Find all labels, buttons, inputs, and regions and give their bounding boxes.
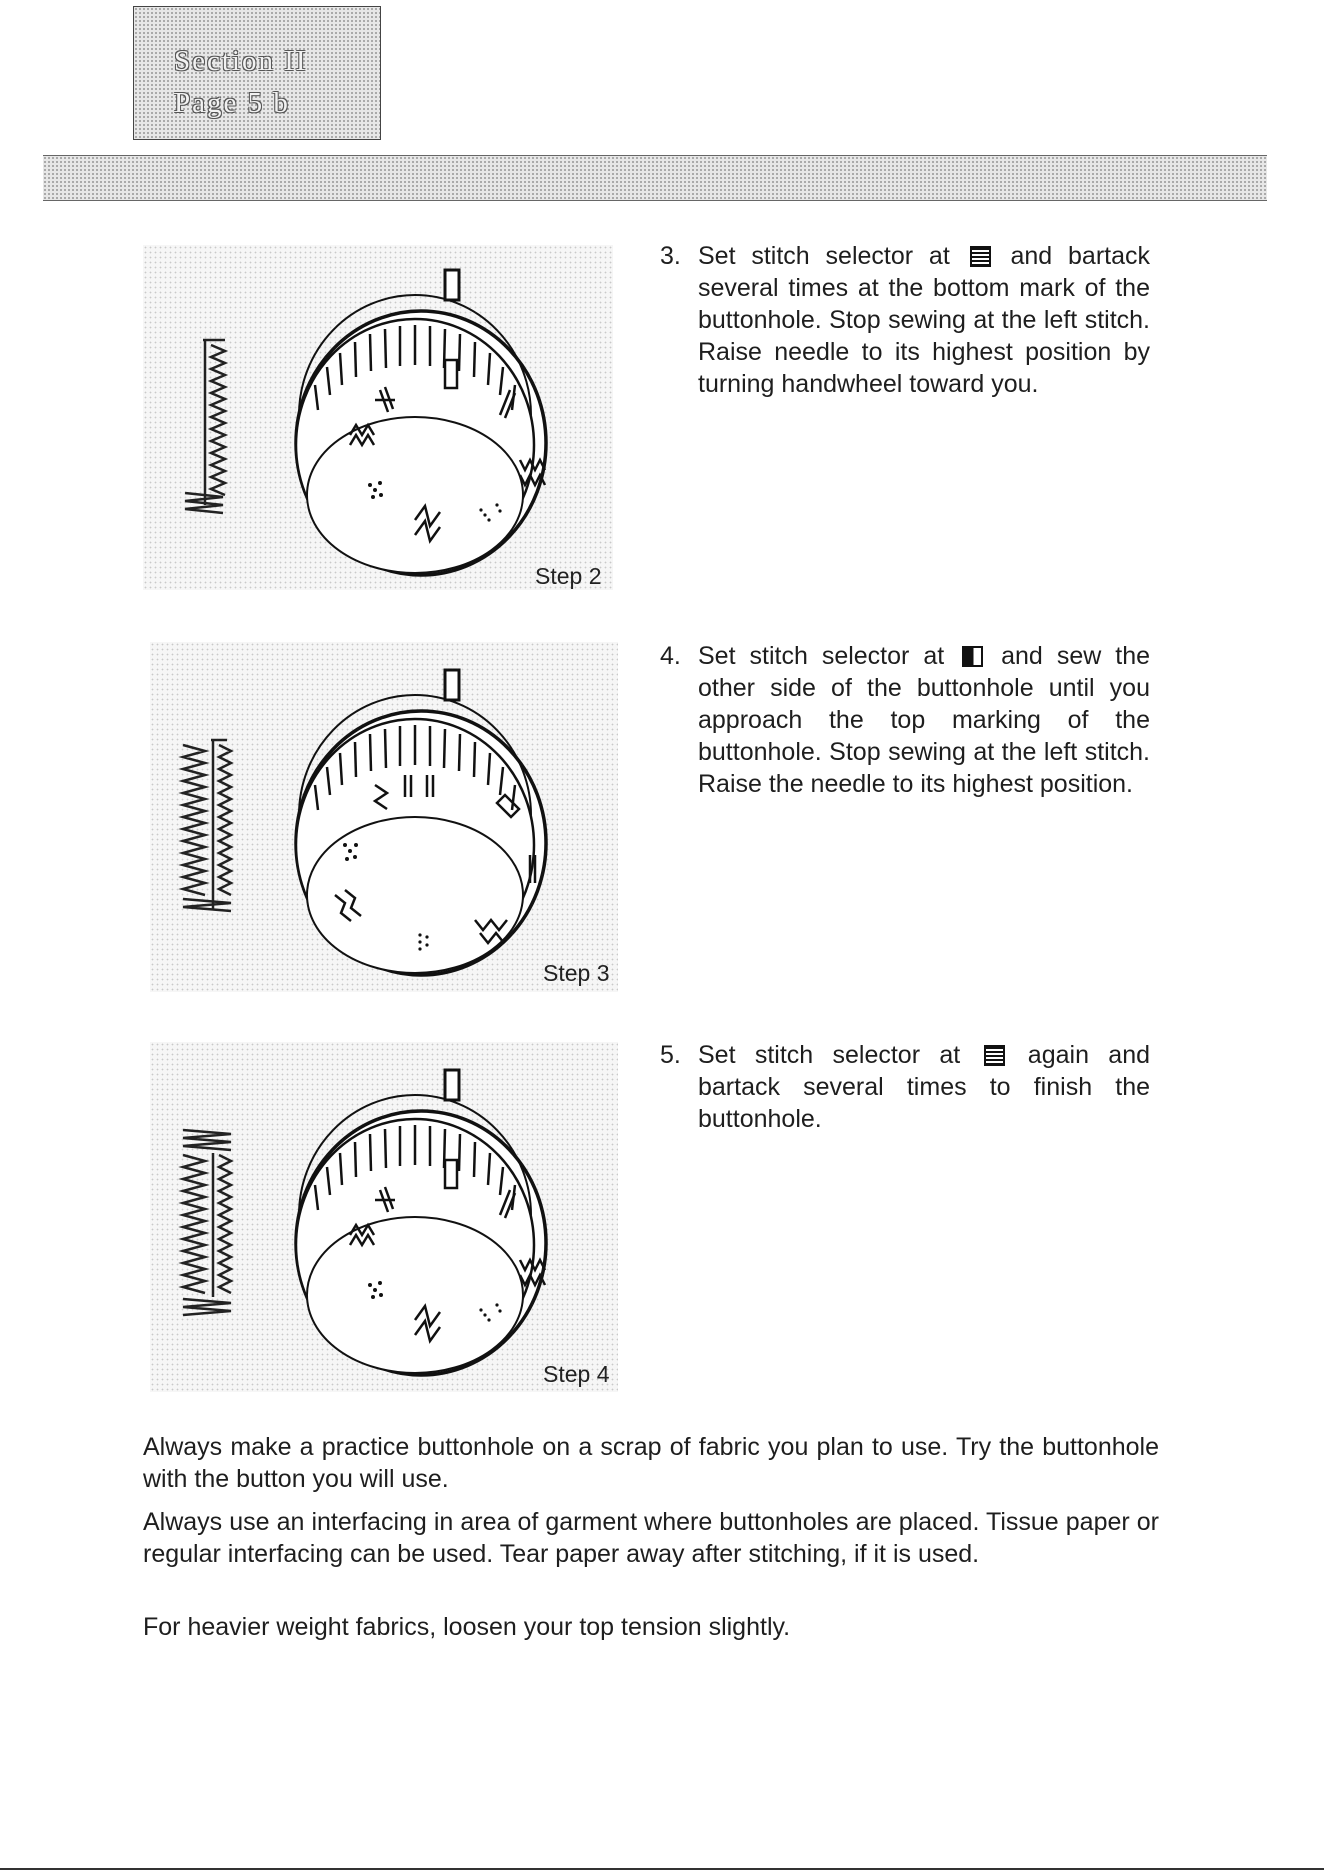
section-page-box: [133, 6, 381, 140]
stitch-dial-figure: [175, 265, 595, 585]
bottom-rule: [0, 1868, 1324, 1870]
section-label: Section II: [174, 45, 308, 77]
instruction-step: [660, 1039, 1150, 1135]
bartack-icon: [970, 246, 991, 267]
header-band: [43, 155, 1267, 201]
stitch-dial-figure: [175, 1065, 595, 1385]
left-side-stitch-diagram-icon: [183, 740, 231, 911]
note-paragraph: Always make a practice buttonhole on a scrap of fabric you plan to use. Try the buttonhole with the button you will use.: [143, 1433, 1159, 1493]
left-side-buttonhole-icon: [962, 646, 983, 667]
figure-caption: Step 3: [543, 960, 610, 986]
instruction-text: again and bartack several times to finish the buttonhole.: [698, 1041, 1150, 1133]
bartack-stitch-diagram-icon: [185, 340, 225, 513]
instruction-step: [660, 240, 1150, 400]
finished-buttonhole-diagram-icon: [183, 1130, 231, 1315]
stitch-dial-figure: [175, 665, 595, 985]
note-paragraph: For heavier weight fabrics, loosen your top tension slightly.: [143, 1613, 791, 1641]
instruction-text: and sew the other side of the buttonhole until you approach the top marking of the buttonhole. Stop sewing at the left stitch. Raise the needle to its highest position.: [698, 642, 1150, 798]
step-number: 5.: [660, 1041, 681, 1069]
note-paragraph: Always use an interfacing in area of garment where buttonholes are placed. Tissue paper or regular interfacing can be used. Tear paper away after stitching, if it is used.: [143, 1508, 1159, 1568]
figure-caption: Step 2: [535, 563, 602, 589]
instruction-step: [660, 640, 1150, 800]
instruction-text: and bartack several times at the bottom mark of the buttonhole. Stop sewing at the left stitch. Raise needle to its highest position by turning handwheel toward you.: [698, 242, 1150, 398]
step-number: 4.: [660, 642, 681, 670]
instruction-text: Set stitch selector at: [698, 242, 966, 270]
figure-caption: Step 4: [543, 1361, 610, 1387]
instruction-text: Set stitch selector at: [698, 642, 959, 670]
bartack-icon: [984, 1045, 1005, 1066]
step-number: 3.: [660, 242, 681, 270]
instruction-text: Set stitch selector at: [698, 1041, 980, 1069]
page-label: Page 5 b: [174, 87, 290, 119]
